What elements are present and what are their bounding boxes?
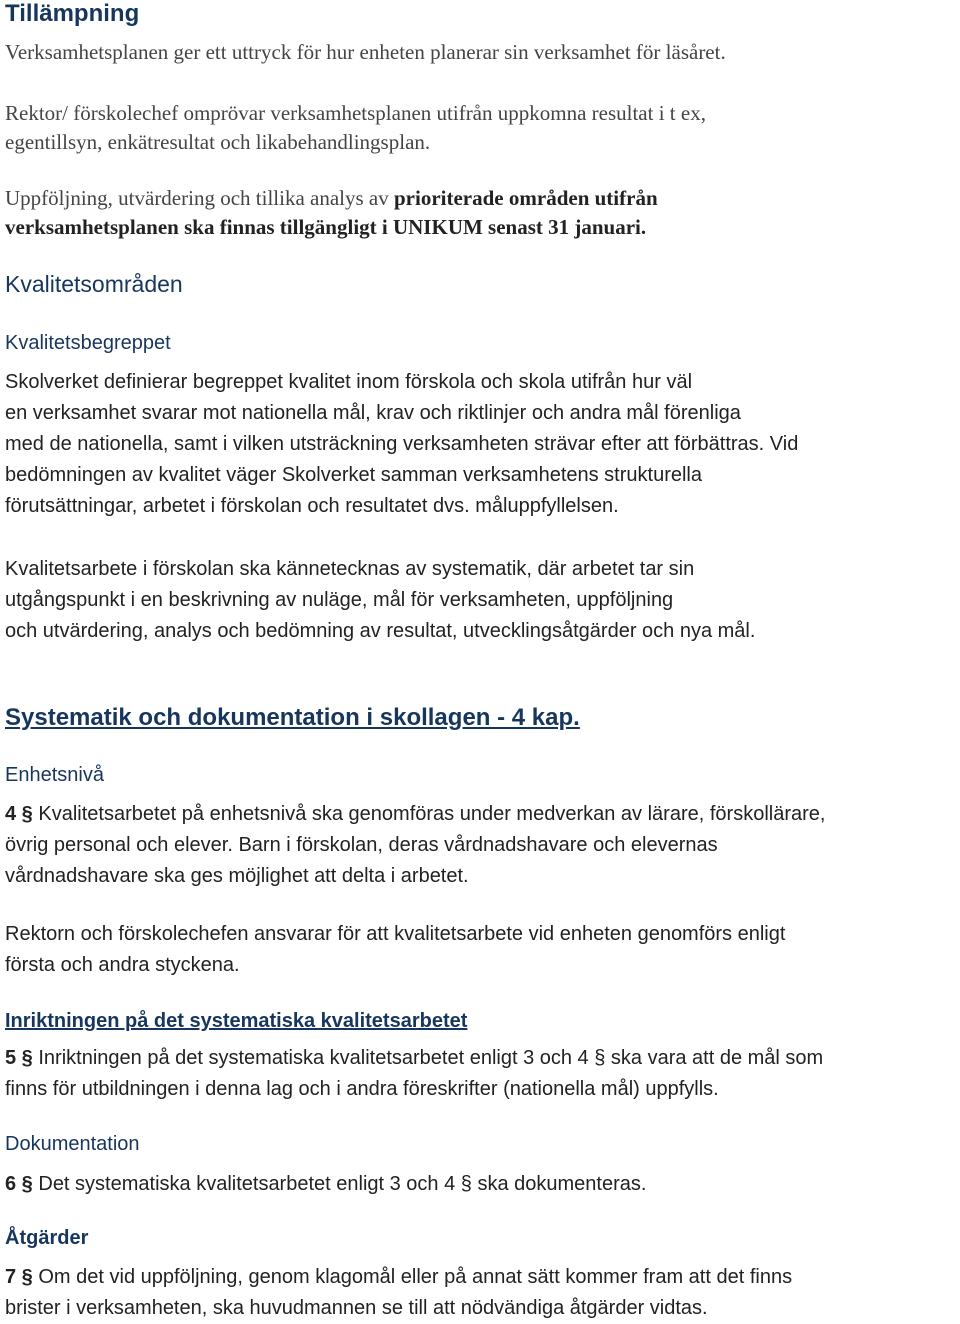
heading-tillampning: Tillämpning	[5, 0, 140, 27]
paragraph-4-paragraf	[5, 799, 954, 892]
paragraph-line: vårdnadshavare ska ges möjlighet att delta i arbetet.	[5, 865, 469, 887]
paragraph-kvalitetsarbete	[5, 554, 954, 647]
paragraph-line: egentillsyn, enkätresultat och likabehandlingsplan.	[5, 130, 431, 154]
paragraph-line: en verksamhet svarar mot nationella mål, krav och riktlinjer och andra mål förenliga	[5, 402, 741, 424]
heading-inriktningen: Inriktningen på det systematiska kvalitetsarbetet	[5, 1010, 468, 1032]
text-run: Uppföljning, utvärdering och tillika analys av	[5, 186, 394, 210]
section-number: 4 §	[5, 803, 33, 825]
paragraph-line: bedömningen av kvalitet väger Skolverket samman verksamhetens strukturella	[5, 464, 702, 486]
heading-systematik: Systematik och dokumentation i skollagen - 4 kap.	[5, 704, 580, 731]
paragraph-skolverket	[5, 367, 954, 522]
paragraph-6-paragraf	[5, 1169, 954, 1200]
paragraph-line: utgångspunkt i en beskrivning av nuläge, mål för verksamheten, uppföljning	[5, 589, 674, 611]
paragraph-line: finns för utbildningen i denna lag och i andra föreskrifter (nationella mål) uppfylls.	[5, 1078, 719, 1100]
section-number: 6 §	[5, 1173, 33, 1195]
paragraph-line: förutsättningar, arbetet i förskolan och resultatet dvs. måluppfyllelsen.	[5, 495, 619, 517]
text-run: Om det vid uppföljning, genom klagomål eller på annat sätt kommer fram att det finns	[32, 1266, 793, 1288]
paragraph-line	[5, 799, 954, 830]
text-run: Det systematiska kvalitetsarbetet enligt 3 och 4 § ska dokumenteras.	[32, 1173, 647, 1195]
paragraph-5-paragraf	[5, 1043, 954, 1105]
paragraph-line: Rektor/ förskolechef omprövar verksamhetsplanen utifrån uppkomna resultat i t ex,	[5, 101, 706, 125]
paragraph-line: brister i verksamheten, ska huvudmannen se till att nödvändiga åtgärder vidtas.	[5, 1297, 708, 1319]
paragraph-line: första och andra styckena.	[5, 954, 240, 976]
paragraph-uppfoljning	[5, 184, 954, 242]
heading-kvalitetsbegreppet: Kvalitetsbegreppet	[5, 332, 171, 354]
section-number: 7 §	[5, 1266, 33, 1288]
paragraph-line: Verksamhetsplanen ger ett uttryck för hur enheten planerar sin verksamhet för läsåret.	[5, 40, 726, 64]
heading-dokumentation: Dokumentation	[5, 1133, 140, 1155]
text-run: Kvalitetsarbetet på enhetsnivå ska genomföras under medverkan av lärare, förskollärare,	[32, 803, 826, 825]
heading-kvalitetsomraden: Kvalitetsområden	[5, 271, 183, 297]
bold-paragraph-line: verksamhetsplanen ska finnas tillgängligt i UNIKUM senast 31 januari.	[5, 215, 647, 239]
paragraph-line: Skolverket definierar begreppet kvalitet inom förskola och skola utifrån hur väl	[5, 371, 693, 393]
bold-text-run: prioriterade områden utifrån	[394, 186, 658, 210]
paragraph-rektor	[5, 99, 954, 157]
paragraph-line: Rektorn och förskolechefen ansvarar för att kvalitetsarbete vid enheten genomförs enligt	[5, 923, 786, 945]
paragraph-line: och utvärdering, analys och bedömning av resultat, utvecklingsåtgärder och nya mål.	[5, 620, 756, 642]
paragraph-7-paragraf	[5, 1262, 954, 1324]
section-number: 5 §	[5, 1047, 33, 1069]
heading-atgarder: Åtgärder	[5, 1227, 89, 1249]
paragraph-line	[5, 1043, 954, 1074]
paragraph-line	[5, 184, 954, 213]
paragraph-line	[5, 1169, 954, 1200]
paragraph-rektorn	[5, 919, 954, 981]
heading-enhetsniva: Enhetsnivå	[5, 764, 104, 786]
paragraph-verksamhetsplanen	[5, 38, 954, 67]
paragraph-line: med de nationella, samt i vilken utsträckning verksamheten strävar efter att förbättras. Vid	[5, 433, 799, 455]
text-run: Inriktningen på det systematiska kvalitetsarbetet enligt 3 och 4 § ska vara att de mål som	[32, 1047, 824, 1069]
paragraph-line	[5, 1262, 954, 1293]
paragraph-line: Kvalitetsarbete i förskolan ska kännetecknas av systematik, där arbetet tar sin	[5, 558, 695, 580]
paragraph-line: övrig personal och elever. Barn i förskolan, deras vårdnadshavare och elevernas	[5, 834, 718, 856]
